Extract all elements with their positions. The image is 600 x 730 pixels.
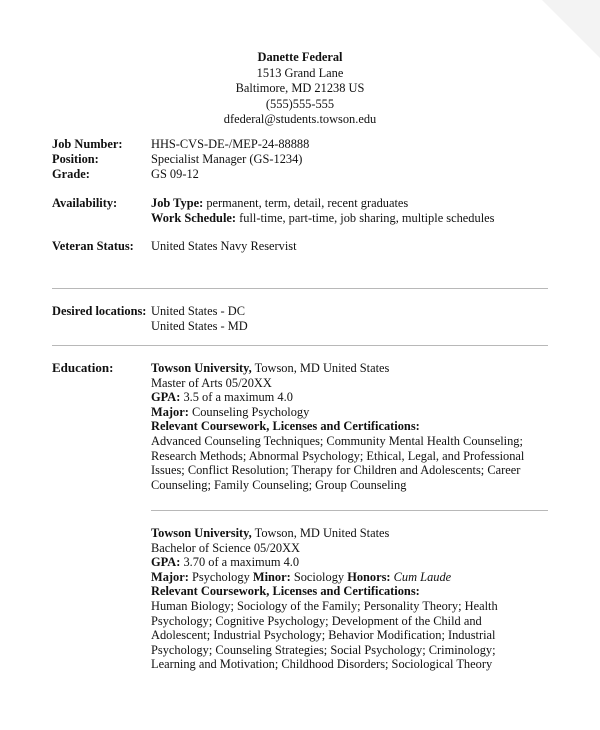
major-line (151, 405, 546, 420)
education-entry-bachelors (151, 526, 546, 672)
location-item: United States - DC (151, 304, 245, 318)
grade-value: GS 09-12 (151, 167, 199, 181)
coursework-line: Psychology; Cognitive Psychology; Development of the Child and (151, 613, 482, 628)
gpa-label: GPA: (151, 390, 181, 405)
school-line (151, 361, 546, 376)
coursework-line: Research Methods; Abnormal Psychology; Ethical, Legal, and Professional (151, 448, 525, 463)
honors-label: Honors: (347, 569, 391, 584)
degree: Bachelor of Science 05/20XX (151, 540, 300, 555)
availability-label: Availability: (52, 196, 118, 210)
phone-number: (555)555-555 (265, 96, 335, 111)
job-number-label: Job Number: (52, 137, 123, 151)
entry-divider (151, 510, 548, 511)
school-location: Towson, MD United States (251, 361, 390, 375)
school-line (151, 526, 546, 541)
gpa-value: 3.70 of a maximum 4.0 (180, 555, 300, 570)
location-item: United States - MD (151, 318, 248, 333)
school-name: Towson University, (151, 526, 252, 540)
education-label: Education: (52, 360, 114, 375)
city-state-zip: Baltimore, MD 21238 US (235, 81, 365, 96)
major-label: Major: (151, 404, 189, 419)
major-value: Counseling Psychology (188, 404, 310, 419)
coursework-line: Human Biology; Sociology of the Family; Personality Theory; Health (151, 598, 498, 613)
minor-label: Minor: (252, 569, 291, 584)
major-label: Major: (151, 569, 189, 584)
school-name: Towson University, (151, 361, 252, 375)
coursework-heading: Relevant Coursework, Licenses and Certifications: (151, 419, 420, 434)
school-location: Towson, MD United States (251, 526, 390, 540)
major-line (151, 570, 546, 585)
veteran-value: United States Navy Reservist (151, 239, 297, 253)
desired-locations-label: Desired locations: (52, 304, 147, 318)
major-value: Psychology (188, 569, 253, 584)
availability-value (151, 196, 546, 225)
coursework-line: Counseling; Family Counseling; Group Counseling (151, 477, 407, 492)
gpa-value: 3.5 of a maximum 4.0 (180, 390, 293, 405)
coursework-line: Adolescent; Industrial Psychology; Behavior Modification; Industrial (151, 628, 496, 643)
work-schedule-line (151, 211, 546, 226)
degree: Master of Arts 05/20XX (151, 375, 272, 390)
work-schedule-value: full-time, part-time, job sharing, multiple schedules (236, 210, 495, 225)
job-type-value: permanent, term, detail, recent graduates (203, 196, 409, 210)
honors-value: Cum Laude (393, 569, 452, 584)
job-type-label: Job Type: (151, 196, 204, 210)
veteran-label: Veteran Status: (52, 239, 134, 253)
education-entry-masters (151, 361, 546, 492)
applicant-name: Danette Federal (257, 50, 343, 64)
job-type-line (151, 196, 546, 211)
email-address: dfederal@students.towson.edu (223, 112, 377, 127)
coursework-line: Advanced Counseling Techniques; Community Mental Health Counseling; (151, 433, 523, 448)
job-number-value: HHS-CVS-DE-/MEP-24-88888 (151, 137, 310, 151)
street-address: 1513 Grand Lane (256, 65, 344, 80)
contact-header (0, 50, 600, 128)
gpa-line (151, 390, 546, 405)
grade-label: Grade: (52, 167, 90, 181)
gpa-label: GPA: (151, 555, 181, 570)
section-divider (52, 345, 548, 346)
work-schedule-label: Work Schedule: (151, 210, 237, 225)
coursework-line: Learning and Motivation; Childhood Disorders; Sociological Theory (151, 657, 493, 672)
gpa-line (151, 555, 546, 570)
position-label: Position: (52, 152, 99, 166)
coursework-line: Psychology; Counseling Strategies; Social Psychology; Criminology; (151, 642, 496, 657)
section-divider (52, 288, 548, 289)
coursework-heading: Relevant Coursework, Licenses and Certifications: (151, 584, 420, 599)
desired-locations-list (151, 304, 546, 333)
minor-value: Sociology (290, 569, 348, 584)
position-value: Specialist Manager (GS-1234) (151, 152, 303, 166)
coursework-line: Issues; Conflict Resolution; Therapy for Children and Adolescents; Career (151, 463, 521, 478)
